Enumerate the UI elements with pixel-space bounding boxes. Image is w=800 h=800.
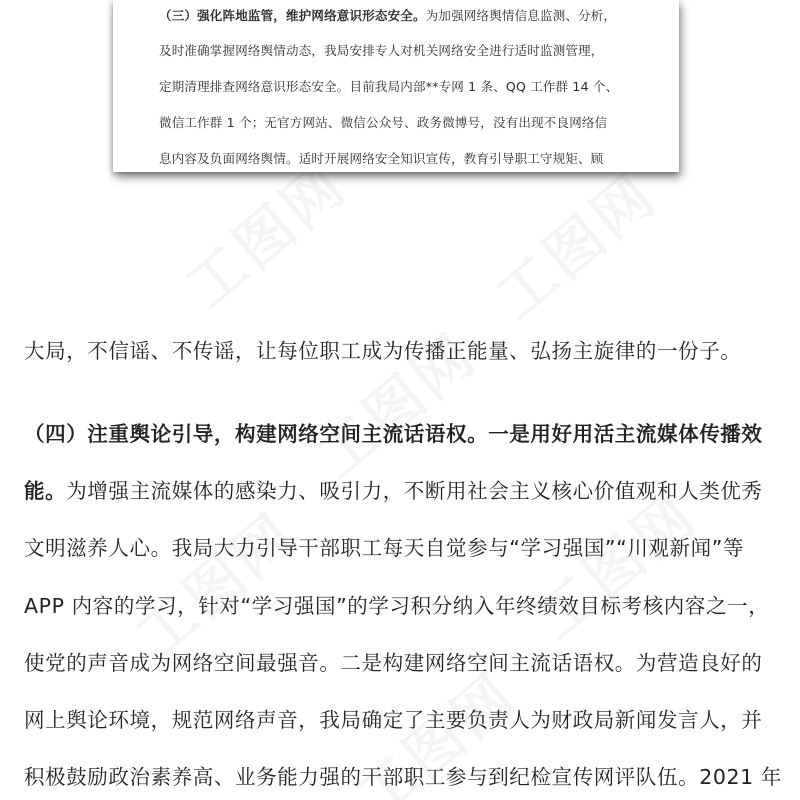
preview-line-text: 定期清理排查网络意识形态安全。目前我局内部**专网 1 条、QQ 工作群 14 个、	[159, 79, 619, 94]
preview-line	[159, 149, 604, 167]
body-line-text: 为增强主流媒体的感染力、吸引力，不断用社会主义核心价值观和人类优秀	[66, 479, 763, 503]
watermark	[475, 150, 671, 334]
body-line	[24, 760, 782, 790]
body-line	[24, 531, 744, 561]
body-line-text: 网上舆论环境，规范网络声音，我局确定了主要负责人为财政局新闻发言人，并	[24, 708, 763, 732]
body-line-text: 使党的声音成为网络空间最强音。二是构建网络空间主流话语权。为营造良好的	[24, 651, 763, 675]
body-line	[24, 589, 769, 619]
body-line-text: 文明滋养人心。我局大力引导干部职工每天自觉参与“学习强国”“川观新闻”等	[24, 536, 745, 560]
section-heading: （四）注重舆论引导，构建网络空间主流话语权。一是用好用活主流媒体传播效	[24, 422, 763, 446]
body-line	[24, 646, 763, 676]
preview-line-bold: （三）强化阵地监管，维护网络意识形态安全。	[159, 8, 426, 23]
preview-line	[159, 41, 604, 59]
preview-line-text: 息内容及负面网络舆情。适时开展网络安全知识宣传，教育引导职工守规矩、顾	[159, 151, 604, 166]
preview-line	[159, 6, 616, 24]
body-line-text: 大局，不信谣、不传谣，让每位职工成为传播正能量、弘扬主旋律的一份子。	[24, 339, 742, 363]
body-line	[24, 334, 741, 364]
body-line	[24, 474, 763, 504]
document-preview-card	[113, 0, 679, 172]
preview-line-text: 及时准确掌握网络舆情动态，我局安排专人对机关网络安全进行适时监测管理，	[159, 43, 604, 58]
body-line	[24, 417, 763, 447]
body-line-text: APP 内容的学习，针对“学习强国”的学习积分纳入年终绩效目标考核内容之一，	[24, 594, 770, 618]
preview-line-text: 为加强网络舆情信息监测、分析，	[425, 8, 617, 23]
body-line-text: 积极鼓励政治素养高、业务能力强的干部职工参与到纪检宣传网评队伍。2021 年	[24, 765, 782, 789]
body-line	[24, 703, 763, 733]
body-line-bold: 能。	[24, 479, 67, 503]
preview-line-text: 微信工作群 1 个；无官方网站、微信公众号、政务微博号，没有出现不良网络信	[159, 115, 608, 130]
preview-line	[159, 113, 607, 131]
preview-line	[159, 77, 618, 95]
